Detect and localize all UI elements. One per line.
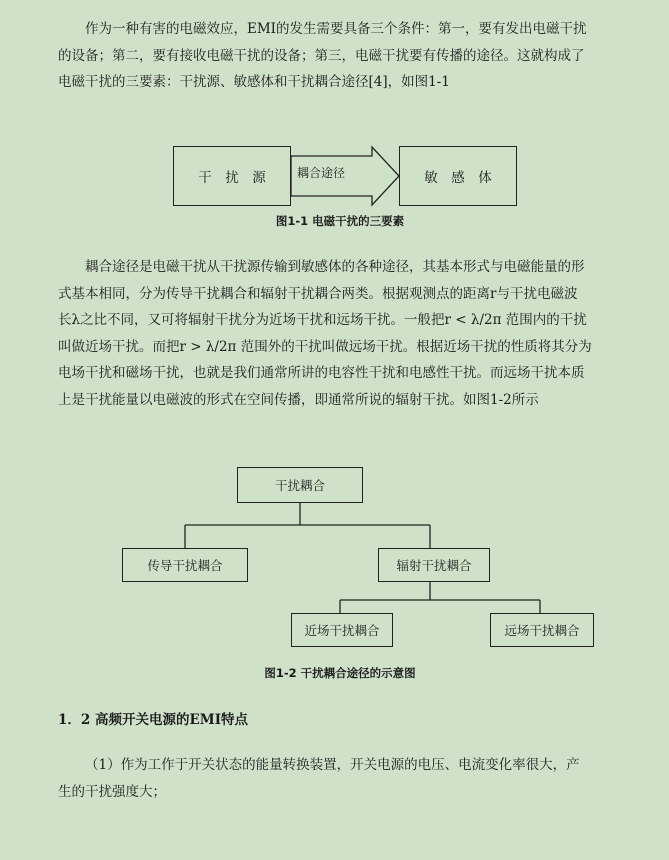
paragraph-3 [58,752,618,805]
figure-2-caption: 图1-2 干扰耦合途径的示意图 [264,666,416,680]
near-field-coupling-label: 近场干扰耦合 [304,623,380,638]
paragraph-line: 叫做近场干扰。而把r > λ/2π 范围外的干扰叫做远场干扰。根据近场干扰的性质将其分为 [58,338,592,355]
paragraph-line: 长λ之比不同，又可将辐射干扰分为近场干扰和远场干扰。一般把r < λ/2π 范围内的干扰 [58,312,587,328]
section-heading: 1．2 高频开关电源的EMI特点 [58,712,249,728]
far-field-coupling-box [490,613,594,647]
conducted-coupling-box [122,548,248,582]
paragraph-line: 生的干扰强度大； [58,783,166,800]
paragraph-line: 电磁干扰的三要素：干扰源、敏感体和干扰耦合途径[4]，如图1-1 [58,74,450,90]
paragraph-line: 电场干扰和磁场干扰，也就是我们通常所讲的电容性干扰和电感性干扰。而远场干扰本质 [58,365,585,381]
radiated-coupling-label: 辐射干扰耦合 [396,558,472,573]
interference-source-label: 干 扰 源 [198,170,266,186]
far-field-coupling-label: 远场干扰耦合 [504,623,580,638]
coupling-path-label: 耦合途径 [297,166,346,180]
receptor-label: 敏 感 体 [424,170,492,186]
interference-coupling-box [237,467,363,503]
paragraph-line: 式基本相同，分为传导干扰耦合和辐射干扰耦合两类。根据观测点的距离r与干扰电磁波 [58,285,578,302]
conducted-coupling-label: 传导干扰耦合 [147,558,223,573]
paragraph-line: 上是干扰能量以电磁波的形式在空间传播，即通常所说的辐射干扰。如图1-2所示 [58,391,539,408]
paragraph-line: 的设备；第二，要有接收电磁干扰的设备；第三，电磁干扰要有传播的途径。这就构成了 [58,47,585,64]
paragraph-line: （1）作为工作于开关状态的能量转换装置，开关电源的电压、电流变化率很大，产 [85,757,580,773]
paragraph-line: 耦合途径是电磁干扰从干扰源传输到敏感体的各种途径，其基本形式与电磁能量的形 [85,259,585,275]
paragraph-line: 作为一种有害的电磁效应，EMI的发生需要具备三个条件：第一，要有发出电磁干扰 [85,21,587,37]
interference-coupling-label: 干扰耦合 [274,478,325,493]
figure-1-caption: 图1-1 电磁干扰的三要素 [275,214,405,228]
near-field-coupling-box [291,613,393,647]
radiated-coupling-box [378,548,490,582]
